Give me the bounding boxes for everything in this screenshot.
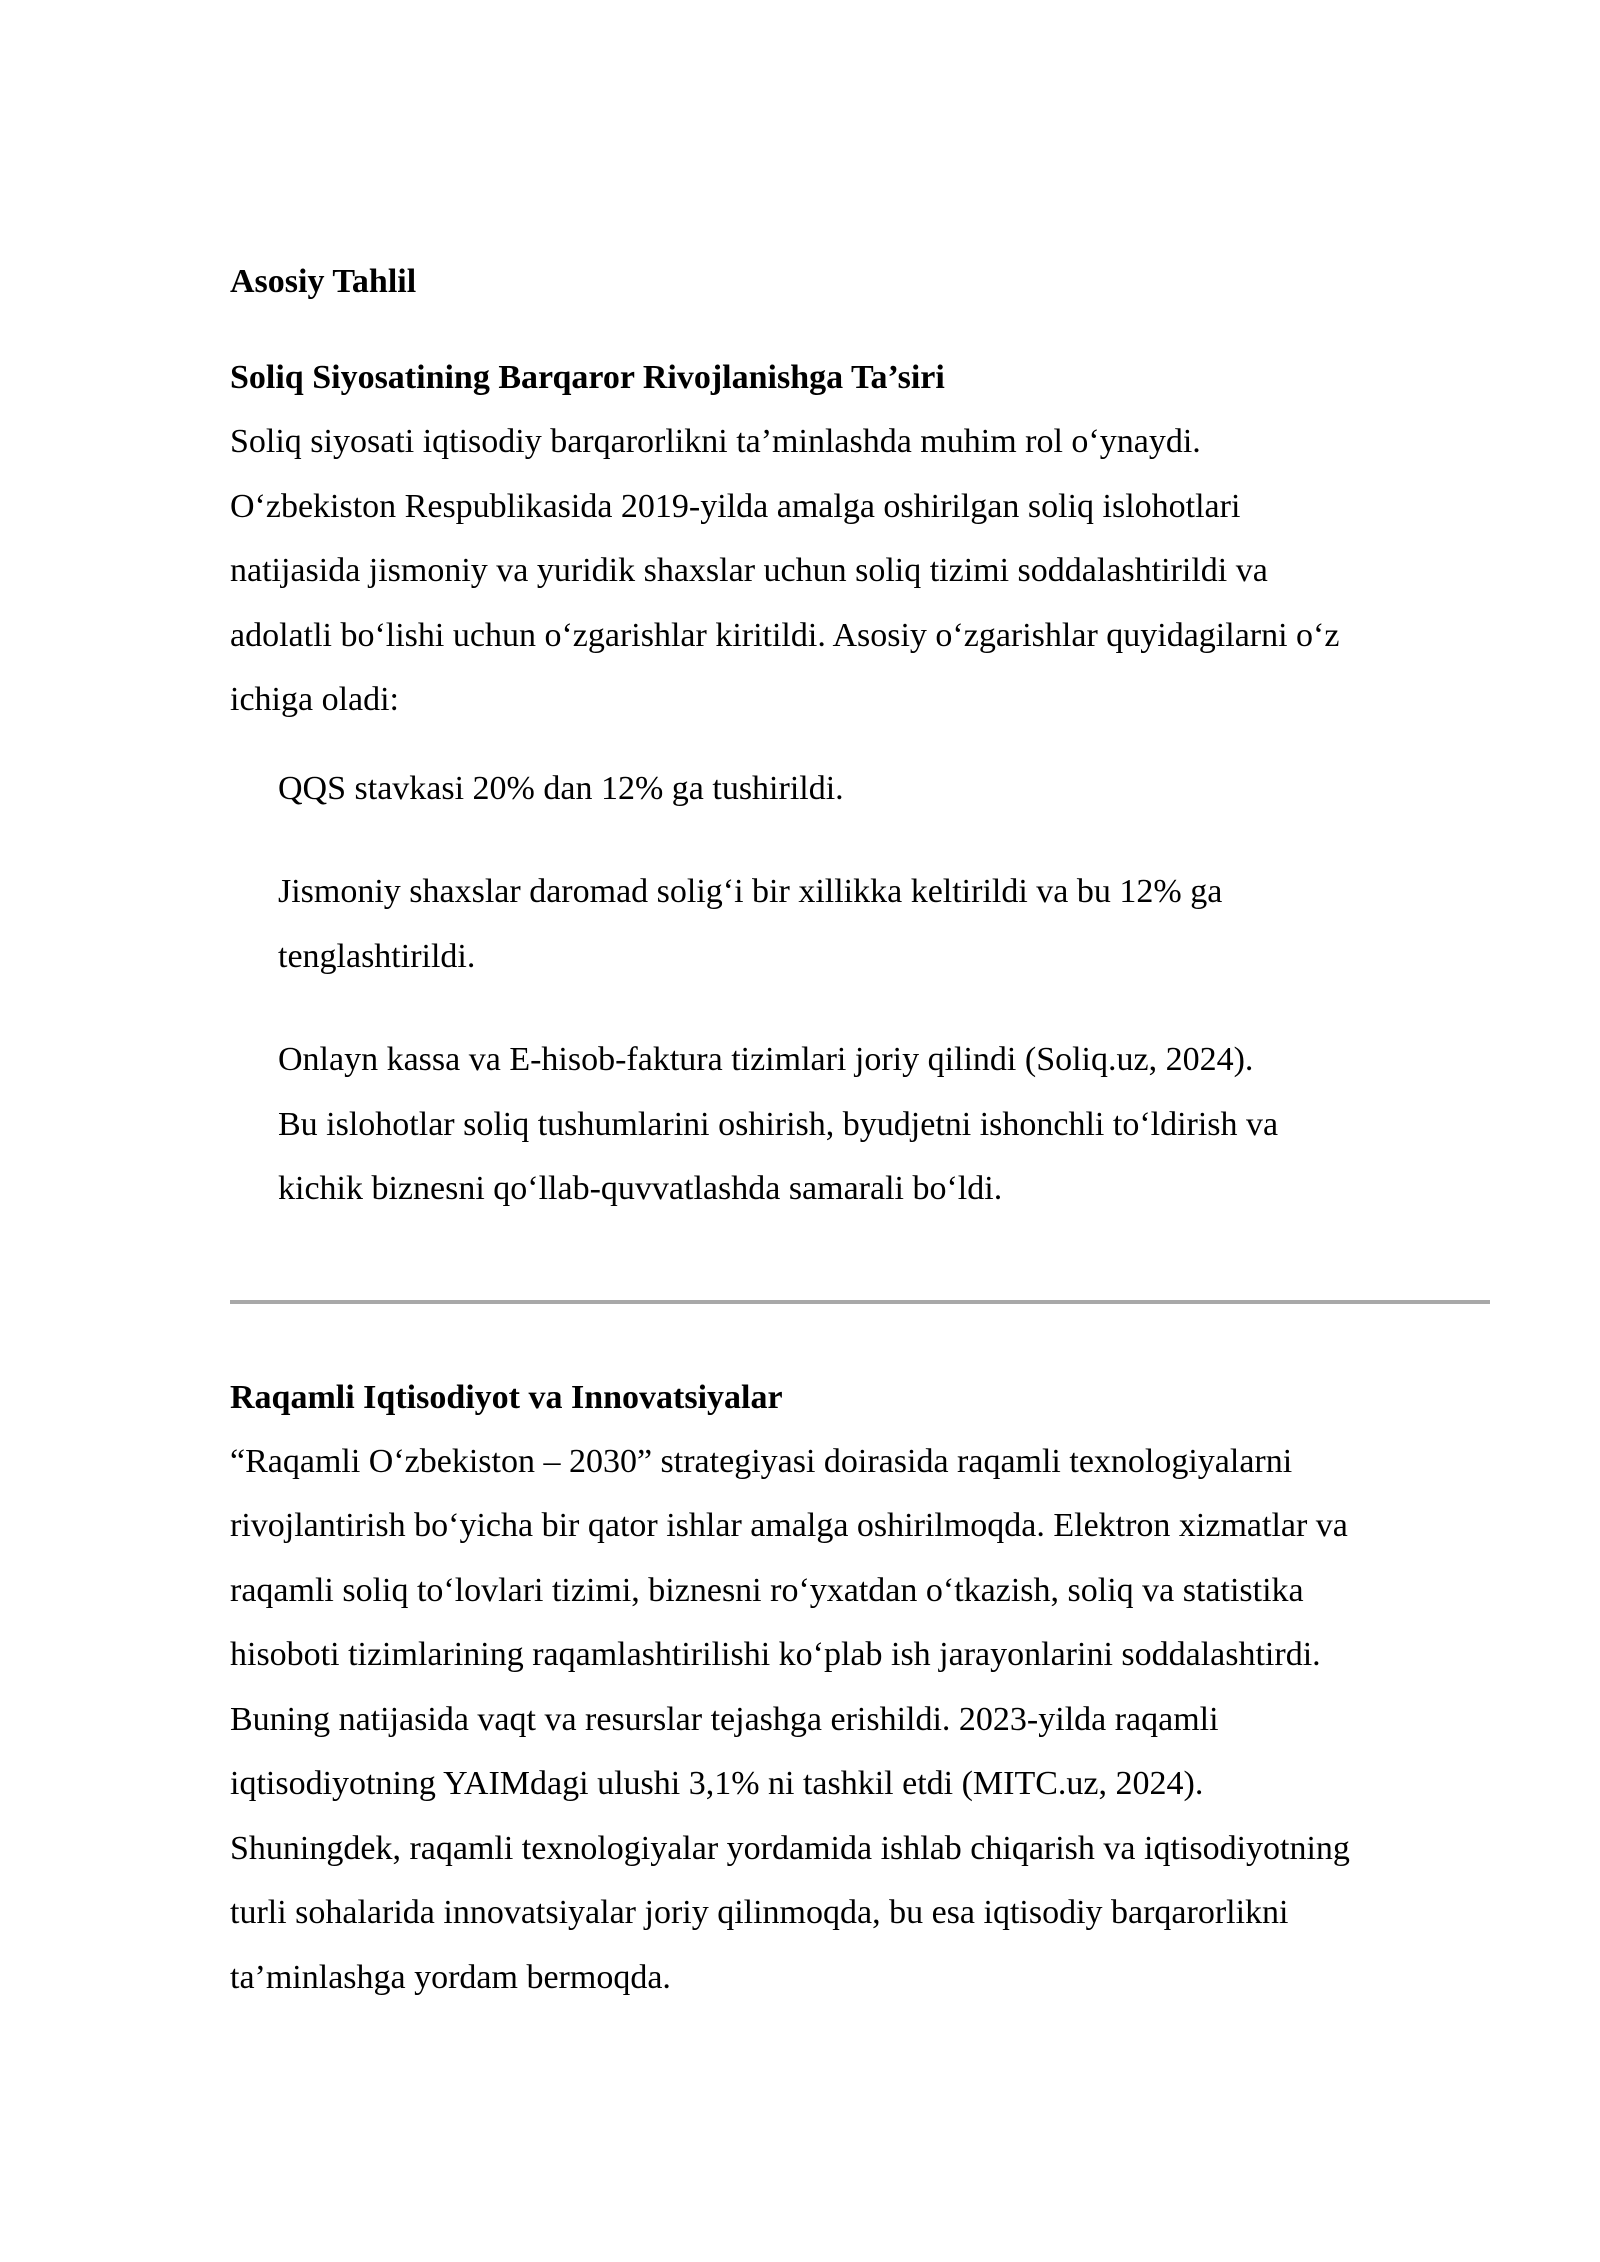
section-title: Asosiy Tahlil (230, 263, 417, 300)
text-line: ichiga oladi: (230, 681, 400, 718)
text-line: Jismoniy shaxslar daromad solig‘i bir xillikka keltirildi va bu 12% ga (278, 873, 1223, 910)
text-line: Buning natijasida vaqt va resurslar tejashga erishildi. 2023-yilda raqamli (230, 1700, 1219, 1738)
text-line: hisoboti tizimlarining raqamlashtirilishi ko‘plab ish jarayonlarini soddalashtirdi. (230, 1636, 1321, 1673)
list-item (278, 757, 1490, 822)
digital-economy-section (230, 1366, 1490, 2011)
digital-economy-paragraph (230, 1430, 1490, 2011)
tax-policy-heading: Soliq Siyosatining Barqaror Rivojlanishga Ta’siri (230, 359, 945, 396)
text-line: adolatli bo‘lishi uchun o‘zgarishlar kiritildi. Asosiy o‘zgarishlar quyidagilarni o‘z (230, 616, 1340, 654)
text-line: O‘zbekiston Respublikasida 2019-yilda amalga oshirilgan soliq islohotlari (230, 487, 1241, 525)
tax-policy-paragraph (230, 410, 1490, 733)
text-line: raqamli soliq to‘lovlari tizimi, biznesni ro‘yxatdan o‘tkazish, soliq va statistika (230, 1571, 1304, 1609)
text-line: “Raqamli O‘zbekiston – 2030” strategiyasi doirasida raqamli texnologiyalarni (230, 1442, 1293, 1480)
text-line: Shuningdek, raqamli texnologiyalar yordamida ishlab chiqarish va iqtisodiyotning (230, 1829, 1350, 1867)
section-divider (230, 1300, 1490, 1304)
text-line: QQS stavkasi 20% dan 12% ga tushirildi. (278, 769, 844, 807)
text-line: kichik biznesni qo‘llab-quvvatlashda samarali bo‘ldi. (278, 1170, 1003, 1207)
text-line: natijasida jismoniy va yuridik shaxslar uchun soliq tizimi soddalashtirildi va (230, 552, 1268, 589)
text-line: ta’minlashga yordam bermoqda. (230, 1958, 671, 1996)
tax-policy-section (230, 346, 1490, 1222)
text-line: Soliq siyosati iqtisodiy barqarorlikni ta’minlashda muhim rol o‘ynaydi. (230, 423, 1201, 460)
text-line: Onlayn kassa va E-hisob-faktura tizimlari joriy qilindi (Soliq.uz, 2024). (278, 1041, 1254, 1078)
reform-list (230, 757, 1490, 1222)
document-page (230, 250, 1490, 2010)
text-line: turli sohalarida innovatsiyalar joriy qilinmoqda, bu esa iqtisodiy barqarorlikni (230, 1894, 1289, 1931)
text-line: tenglashtirildi. (278, 937, 476, 975)
list-item (278, 860, 1490, 989)
text-line: Bu islohotlar soliq tushumlarini oshirish, byudjetni ishonchli to‘ldirish va (278, 1105, 1279, 1143)
text-line: iqtisodiyotning YAIMdagi ulushi 3,1% ni tashkil etdi (MITC.uz, 2024). (230, 1765, 1204, 1802)
list-item (278, 1028, 1490, 1222)
digital-economy-heading: Raqamli Iqtisodiyot va Innovatsiyalar (230, 1378, 783, 1416)
text-line: rivojlantirish bo‘yicha bir qator ishlar amalga oshirilmoqda. Elektron xizmatlar va (230, 1507, 1348, 1544)
